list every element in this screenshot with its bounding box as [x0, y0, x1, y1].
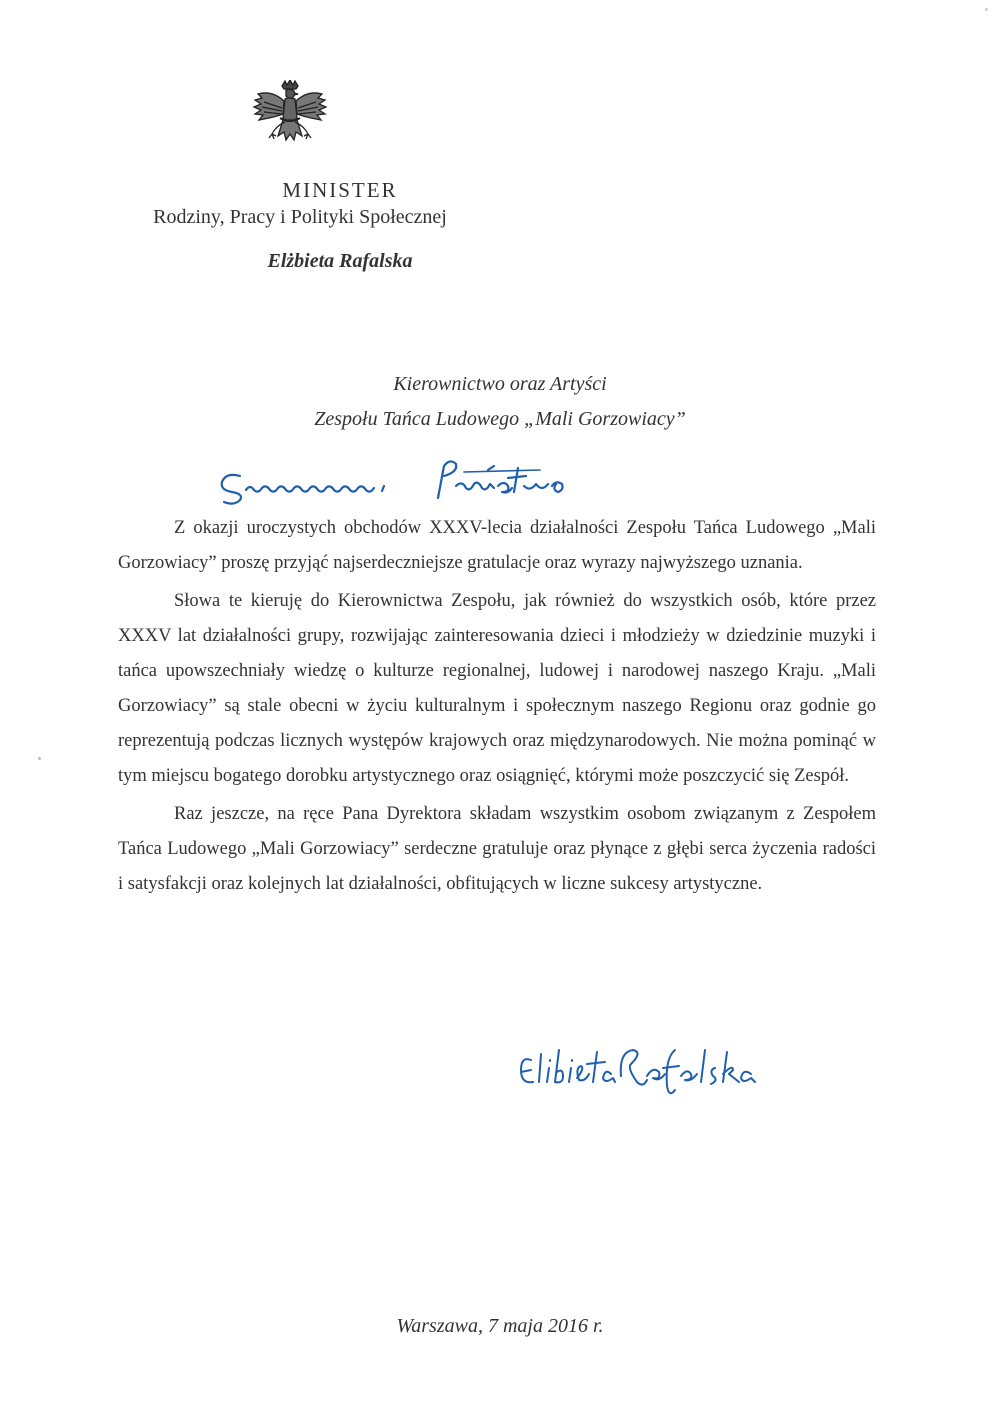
- addressee-line-2: Zespołu Tańca Ludowego „Mali Gorzowiacy”: [314, 408, 686, 430]
- ministry-name: Rodziny, Pracy i Polityki Społecznej: [153, 206, 447, 228]
- scan-speck: [985, 8, 988, 11]
- handwritten-salutation: [212, 458, 592, 514]
- scan-speck: [38, 757, 41, 760]
- body-paragraph: Z okazji uroczystych obchodów XXXV-lecia działalności Zespołu Tańca Ludowego „Mali Gorzowiacy” proszę przyjąć najserdeczniejsze gratulacje oraz wyrazy najwyższego uznania.: [118, 518, 876, 573]
- handwritten-signature: [515, 1038, 765, 1108]
- addressee-line-1: Kierownictwo oraz Artyści: [393, 373, 607, 395]
- minister-name: Elżbieta Rafalska: [267, 250, 413, 272]
- body-paragraph: Raz jeszcze, na ręce Pana Dyrektora składam wszystkim osobom związanym z Zespołem Tańca Ludowego „Mali Gorzowiacy” serdeczne gratuluje oraz płynące z głębi serca życzenia radości i satysfakcji oraz kolejnych lat działalności, obfitujących w liczne sukcesy artystyczne.: [118, 804, 876, 894]
- body-paragraph: Słowa te kieruję do Kierownictwa Zespołu, jak również do wszystkich osób, które przez XXXV lat działalności grupy, rozwijając zainteresowania dzieci i młodzieży w dziedzinie muzyki i tańca upowszechniały wiedzę o kulturze regionalnej, ludowej i narodowej naszego Kraju. „Mali Gorzowiacy” są stale obecni w życiu kulturalnym i społecznym naszego Regionu oraz godnie go reprezentują podczas licznych występów krajowych oraz międzynarodowych. Nie można pominąć w tym miejscu bogatego dorobku artystycznego oraz osiągnięć, którymi może poszczycić się Zespół.: [118, 591, 876, 786]
- minister-title: MINISTER: [282, 178, 398, 202]
- eagle-emblem-icon: [252, 80, 328, 164]
- place-and-date: Warszawa, 7 maja 2016 r.: [396, 1315, 604, 1337]
- letter-body: [118, 511, 876, 905]
